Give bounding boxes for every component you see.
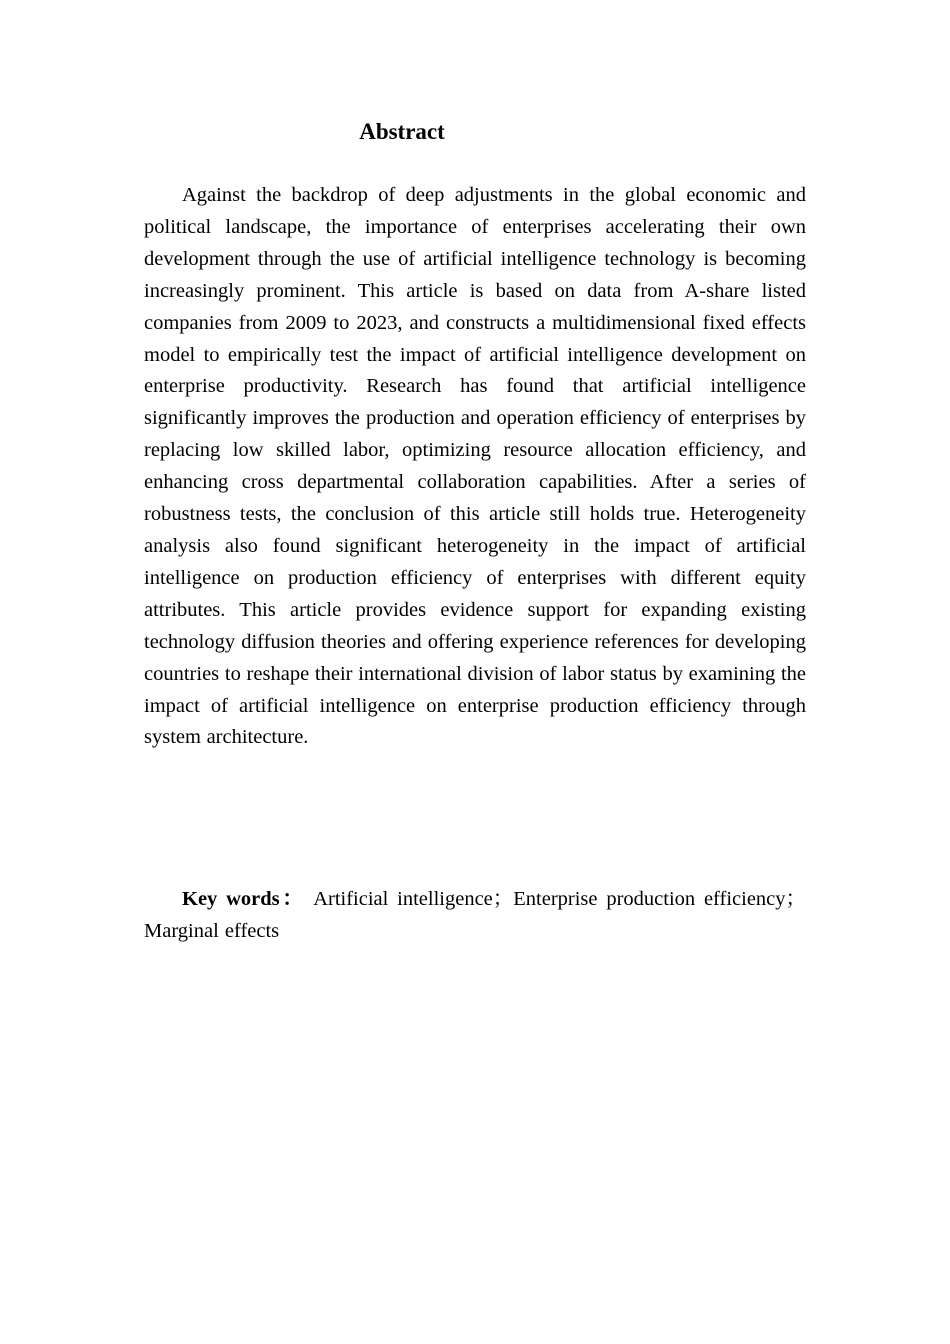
keywords-label: Key words： xyxy=(182,888,306,910)
abstract-paragraph: Against the backdrop of deep adjustments in the global economic and political landscape, the importance of enterprises accelerating their own development through the use of artificial intelligence technology is becoming increasingly prominent. This article is based on data from A-share listed companies from 2009 to 2023, and constructs a multidimensional fixed effects model to empirically test the impact of artificial intelligence development on enterprise productivity. Research has found that artificial intelligence significantly improves the production and operation efficiency of enterprises by replacing low skilled labor, optimizing resource allocation efficiency, and enhancing cross departmental collaboration capabilities. After a series of robustness tests, the conclusion of this article still holds true. Heterogeneity analysis also found significant heterogeneity in the impact of artificial intelligence on production efficiency of enterprises with different equity attributes. This article provides evidence support for expanding existing technology diffusion theories and offering experience references for developing countries to reshape their international division of labor status by examining the impact of artificial intelligence on enterprise production efficiency through system architecture. xyxy=(144,184,806,749)
keywords-paragraph xyxy=(144,883,806,947)
abstract-heading: Abstract xyxy=(359,119,445,144)
keywords-list: Artificial intelligence；Enterprise production efficiency；Marginal effects xyxy=(144,888,807,942)
